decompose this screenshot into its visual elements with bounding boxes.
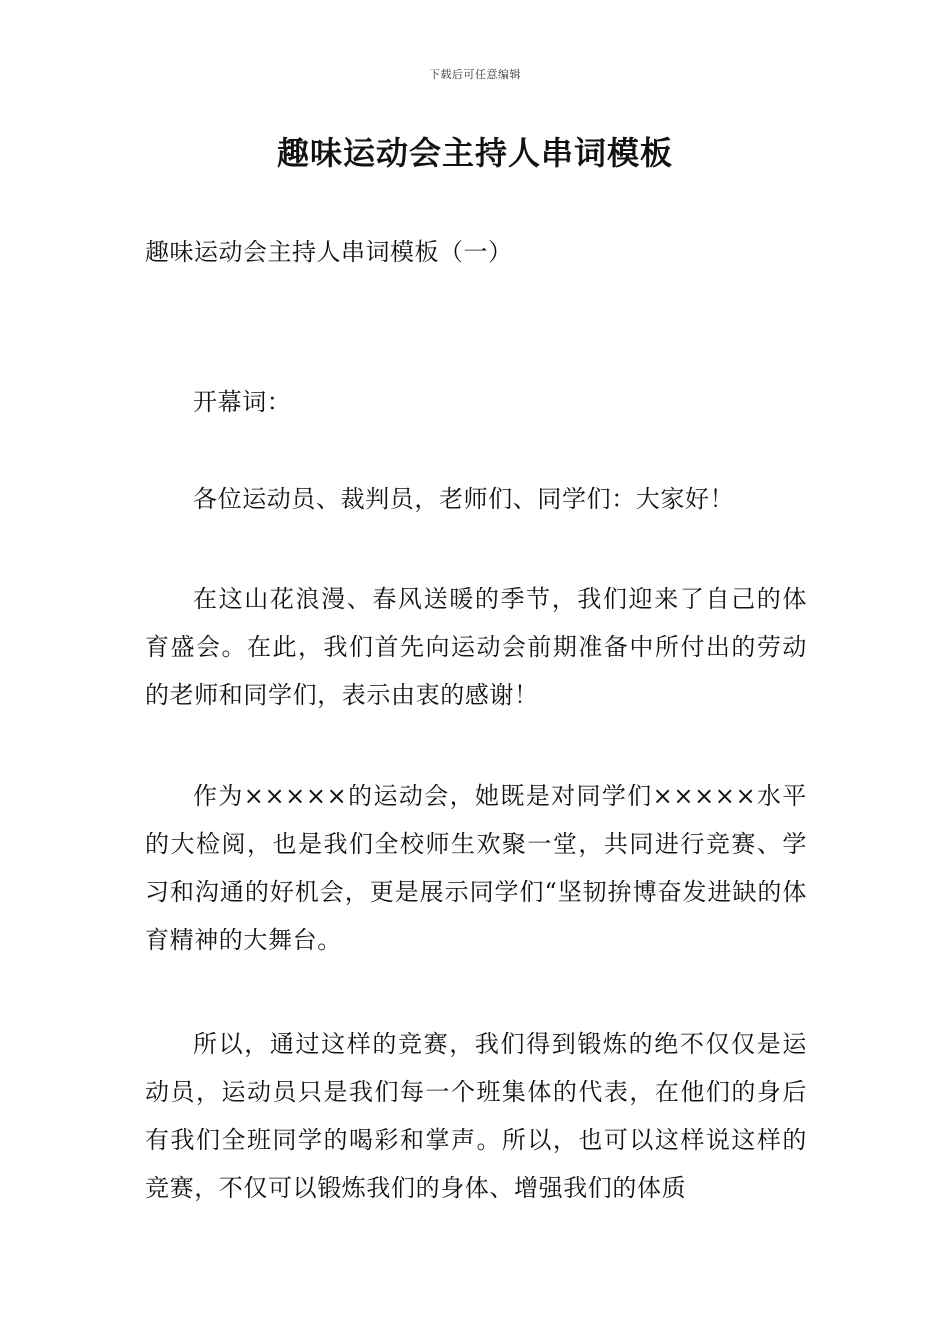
paragraph-greeting: 各位运动员、裁判员，老师们、同学们：大家好！ <box>193 485 735 513</box>
section-subtitle: 趣味运动会主持人串词模板（一） <box>145 238 513 266</box>
paragraph-block <box>145 1020 807 1212</box>
header-note: 下载后可任意编辑 <box>429 68 521 81</box>
paragraph-block <box>145 772 807 964</box>
paragraph-block <box>145 378 807 426</box>
paragraph-block <box>145 475 807 523</box>
paragraph-meaning: 作为×××××的运动会，她既是对同学们×××××水平的大检阅，也是我们全校师生欢聚一堂，共同进行竞赛、学习和沟通的好机会，更是展示同学们“坚韧拚博奋发进缺的体育精神的大舞台。 <box>145 782 807 954</box>
paragraph-competition: 所以，通过这样的竞赛，我们得到锻炼的绝不仅仅是运动员，运动员只是我们每一个班集体的代表，在他们的身后有我们全班同学的喝彩和掌声。所以，也可以这样说这样的竞赛，不仅可以锻炼我们的身体、增强我们的体质 <box>145 1030 807 1202</box>
document-title: 趣味运动会主持人串词模板 <box>276 134 673 172</box>
paragraph-opening-label: 开幕词： <box>193 388 292 416</box>
paragraph-block <box>145 575 807 719</box>
paragraph-season: 在这山花浪漫、春风送暖的季节，我们迎来了自己的体育盛会。在此，我们首先向运动会前期准备中所付出的劳动的老师和同学们，表示由衷的感谢！ <box>145 585 807 709</box>
